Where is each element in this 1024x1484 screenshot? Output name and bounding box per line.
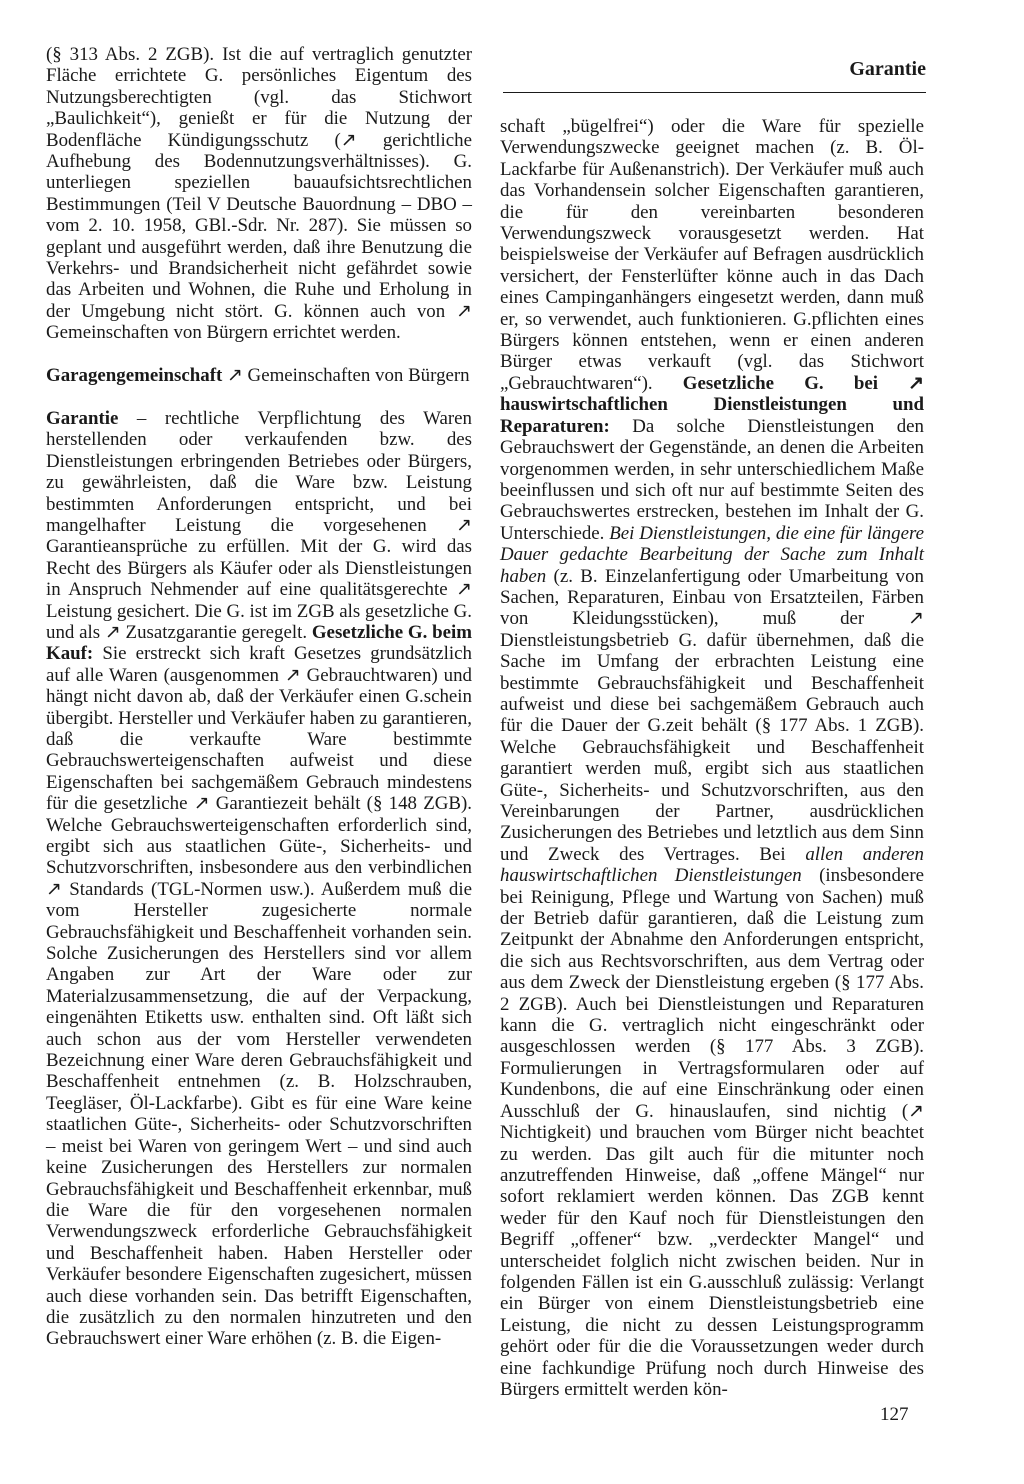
entry-garagengemeinschaft-text: ↗ Gemeinschaften von Bürgern — [222, 365, 470, 387]
running-head: Garantie — [849, 58, 926, 80]
entry-continuation — [46, 44, 472, 344]
entry-garantie — [46, 408, 472, 1350]
entry-garantie-continued — [500, 116, 924, 1400]
page-number: 127 — [880, 1404, 909, 1425]
entry-garagengemeinschaft — [46, 365, 472, 386]
header-rule — [503, 92, 926, 93]
headword-garagengemeinschaft: Garagengemeinschaft — [46, 365, 223, 387]
left-column — [46, 44, 472, 1350]
subheading-kauf: Gesetzliche G. beim Kauf: — [46, 621, 472, 665]
right-text-4: (insbesondere bei Reinigung, Pflege und Wartung von Sachen) muß der Betrieb dafür garantieren, daß die Leistung zum Zeitpunkt der Abnahme den Anforderungen entspricht, die sich aus Rechtsvorschriften, aus dem Vertrag oder aus dem Zweck der Dienstleistung ergeben (§ 177 Abs. 2 ZGB). Auch bei Dienstleistungen und Reparaturen kann die G. vertraglich nicht eingeschränkt oder ausgeschlossen werden (§ 177 Abs. 3 ZGB). Formulierungen in Vertragsformularen oder auf Kundenbons, die auf eine Einschränkung oder einen Ausschluß der G. hinauslaufen, sind nichtig (↗ Nichtigkeit) und brauchen vom Bürger nicht beachtet zu werden. Das gilt auch für die mitunter noch anzutreffenden Hinweise, daß „offene Mängel“ nur sofort reklamiert werden können. Das ZGB kennt weder für den Kauf noch für Dienstleistungen den Begriff „offener“ bzw. „verdeckter Mangel“ und unterscheidet folglich nicht zwischen beiden. Nur in folgenden Fällen ist ein G.ausschluß zulässig: Verlangt ein Bürger von einem Dienstleistungsbetrieb eine Leistung, die nicht zu dessen Leistungsprogramm gehört oder für die die Voraussetzungen weder durch eine fachkundige Prüfung noch durch Hinweise des Bürgers ermittelt werden kön- — [500, 865, 924, 1400]
right-text-1: schaft „bügelfrei“) oder die Ware für spezielle Verwendungszwecke geeignet machen (z. B. Öl-Lackfarbe für Außenanstrich). Der Verkäufer muß auch das Vorhandensein solcher Eigenschaften garantieren, die für den vereinbarten besonderen Verwendungszweck vorausgesetzt werden. Hat beispielsweise der Verkäufer auf Befragen ausdrücklich versichert, der Fensterlüfter könne auch in das Dach eines Campinganhängers eingesetzt werden, dann muß er, so verwendet, auch funktionieren. G.pflichten eines Bürgers können entstehen, wenn er einen anderen Bürger etwas verkauft (vgl. das Stichwort „Gebrauchtwaren“). — [500, 116, 924, 394]
right-column — [500, 116, 924, 1400]
right-text-2: Da solche Dienstleistungen den Gebrauchswert der Gegenstände, an denen die Arbeiten vorgenommen werden, in sehr unterschiedlichem Maße beeinflussen und sich oft nur auf bestimmte Seiten des Gebrauchswertes erstrecken, bestehen im Inhalt der G. Unterschiede. — [500, 415, 924, 544]
entry-garantie-text-2: Sie erstreckt sich kraft Gesetzes grundsätzlich auf alle Waren (ausgenommen ↗ Gebrauchtwaren) und hängt nicht davon ab, daß der Verkäufer einen G.schein übergibt. Hersteller und Verkäufer haben zu garantieren, daß die verkaufte Ware bestimmte Gebrauchswerteigenschaften aufweist und diese Eigenschaften bei sachgemäßem Gebrauch mindestens für die gesetzliche ↗ Garantiezeit behält (§ 148 ZGB). Welche Gebrauchswerteigenschaften erforderlich sind, ergibt sich aus staatlichen Güte-, Sicherheits- und Schutzvorschriften, insbesondere aus den verbindlichen ↗ Standards (TGL-Normen usw.). Außerdem muß die vom Hersteller zugesicherte normale Gebrauchsfähigkeit und Beschaffenheit vorhanden sein. Solche Zusicherungen des Herstellers sind vor allem Angaben zur Art der Ware oder zur Materialzusammensetzung, die auf der Verpackung, eingenähten Etiketts usw. enthalten sind. Oft läßt sich auch schon aus der vom Hersteller verwendeten Bezeichnung einer Ware deren Gebrauchsfähigkeit und Beschaffenheit entnehmen (z. B. Holzschrauben, Teegläser, Öl-Lackfarbe). Gibt es für eine Ware keine staatlichen Güte-, Sicherheits- oder Schutzvorschriften – meist bei Waren von geringem Wert – und sind auch keine Zusicherungen des Herstellers zur normalen Gebrauchsfähigkeit und Beschaffenheit erkennbar, muß die Ware die für den vorgesehenen normalen Verwendungszweck erforderliche Gebrauchsfähigkeit und Beschaffenheit haben. Haben Hersteller oder Verkäufer besondere Eigenschaften zugesichert, müssen auch diese vorhanden sein. Das betrifft Eigenschaften, die zusätzlich zu den normalen hinzutreten und den Gebrauchswert einer Ware erhöhen (z. B. die Eigen- — [46, 643, 472, 1350]
entry-continuation-text: (§ 313 Abs. 2 ZGB). Ist die auf vertraglich genutzter Fläche errichtete G. persönliches Eigentum des Nutzungsberechtigten (vgl. das Stichwort „Baulichkeit“), genießt er für die Nutzung der Bodenfläche Kündigungsschutz (↗ gerichtliche Aufhebung des Bodennutzungsverhältnisses). G. unterliegen speziellen bauaufsichtsrechtlichen Bestimmungen (Teil V Deutsche Bauordnung – DBO – vom 2. 10. 1958, GBl.-Sdr. Nr. 287). Sie müssen so geplant und ausgeführt werden, daß ihre Benutzung die Verkehrs- und Brandsicherheit nicht gefährdet sowie das Arbeiten und Wohnen, die Ruhe und Erholung in der Umgebung nicht stört. G. können auch von ↗ Gemeinschaften von Bürgern errichtet werden. — [46, 44, 472, 344]
right-text-3: (z. B. Einzelanfertigung oder Umarbeitung von Sachen, Reparaturen, Einbau von Ersatzteilen, Färben von Kleidungsstücken), muß der ↗ Dienstleistungsbetrieb G. dafür übernehmen, daß die Sache im Umfang der erbrachten Leistung eine bestimmte Gebrauchsfähigkeit und Beschaffenheit aufweist und diese bei sachgemäßem Gebrauch auch für die Dauer der G.zeit behält (§ 177 Abs. 1 ZGB). Welche Gebrauchsfähigkeit und Beschaffenheit garantiert werden muß, ergibt sich aus staatlichen Güte-, Sicherheits- und Schutzvorschriften, aus den Vereinbarungen der Partner, ausdrücklichen Zusicherungen des Betriebes und letztlich aus dem Sinn und Zweck des Vertrages. Bei — [500, 565, 924, 865]
headword-garantie: Garantie — [46, 407, 119, 429]
italic-phrase-2: allen anderen hauswirtschaftlichen Dienstleistungen — [500, 843, 924, 887]
subheading-dienstleistungen: Gesetzliche G. bei ↗ hauswirtschaftlichen Dienstleistungen und Reparaturen: — [500, 372, 924, 437]
entry-garantie-text-1: – rechtliche Verpflichtung des Waren herstellenden oder verkaufenden bzw. des Dienstleistungen erbringenden Betriebes oder Bürgers, zu gewährleisten, daß die Ware bzw. Leistung bestimmten Anforderungen entspricht, und bei mangelhafter Leistung die vorgesehenen ↗ Garantieansprüche zu erfüllen. Mit der G. wird das Recht des Bürgers als Käufer oder als Dienstleistungen in Anspruch Nehmender auf eine qualitätsgerechte ↗ Leistung gesichert. Die G. ist im ZGB als gesetzliche G. und als ↗ Zusatzgarantie geregelt. — [46, 407, 472, 643]
italic-phrase-1: Bei Dienstleistungen, die eine für längere Dauer gedachte Bearbeitung der Sache zum Inhalt haben — [500, 522, 924, 587]
